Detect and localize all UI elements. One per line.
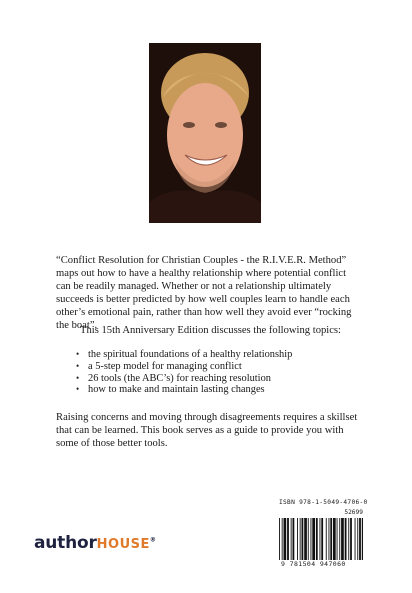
barcode-bar — [302, 518, 304, 560]
isbn-text: ISBN 978-1-5049-4706-0 — [279, 499, 368, 506]
list-item — [72, 373, 372, 385]
barcode-bar — [355, 518, 356, 560]
barcode-bar — [359, 518, 361, 560]
bullet-icon: • — [76, 384, 80, 395]
registered-mark: ® — [149, 536, 156, 544]
author-portrait-image — [149, 43, 261, 223]
list-item — [72, 349, 372, 361]
publisher-logo — [34, 533, 156, 553]
barcode-bars — [279, 518, 363, 560]
barcode-bar — [287, 518, 289, 560]
barcode-bar — [312, 518, 315, 560]
topic-text: how to make and maintain lasting changes — [88, 384, 265, 396]
barcode-bar — [326, 518, 327, 560]
barcode-bar — [337, 518, 338, 560]
topic-text: the spiritual foundations of a healthy relationship — [88, 349, 293, 360]
barcode-bar — [321, 518, 323, 560]
barcode-number: 9 781504 947060 — [281, 560, 346, 568]
list-item — [72, 384, 372, 396]
barcode-bar — [348, 518, 349, 560]
barcode-bar — [362, 518, 363, 560]
topic-text: a 5-step model for managing conflict — [88, 360, 242, 372]
barcode-bar — [297, 518, 298, 560]
barcode-bar — [350, 518, 352, 560]
bullet-icon: • — [76, 372, 80, 383]
barcode-bar — [357, 518, 358, 560]
barcode-bar — [320, 518, 321, 560]
barcode-bar — [316, 518, 318, 560]
barcode-bar — [311, 518, 312, 560]
price-code: 52699 — [344, 509, 363, 516]
publisher-name-part2: HOUSE — [96, 537, 150, 552]
description-paragraph-3: Raising concerns and moving through disagreements requires a skillset that can be learned. This book serves as a guide to provide you with some of those better tools. — [56, 412, 358, 449]
publisher-name-part1: author — [34, 533, 97, 553]
barcode-bar — [284, 518, 287, 560]
barcode-bar — [293, 518, 295, 560]
topic-text: 26 tools (the ABC’s) for reaching resolution — [88, 372, 271, 384]
bullet-icon: • — [76, 349, 80, 359]
barcode-bar — [333, 518, 336, 560]
description-paragraph-2: This 15th Anniversary Edition discusses the following topics: — [80, 325, 341, 336]
barcode-bar — [339, 518, 340, 560]
author-photo — [149, 43, 261, 223]
barcode-bar — [282, 518, 283, 560]
barcode-bar — [341, 518, 344, 560]
topics-list — [72, 349, 372, 396]
barcode-bar — [291, 518, 292, 560]
barcode-bar — [300, 518, 301, 560]
barcode-bar — [304, 518, 307, 560]
barcode-bar — [279, 518, 280, 560]
barcode-bar — [329, 518, 330, 560]
barcode-bar — [308, 518, 309, 560]
list-item — [72, 361, 372, 373]
description-paragraph-1: “Conflict Resolution for Christian Couples - the R.I.V.E.R. Method” maps out how to have a healthy relationship where potential conflict can be readily managed. Whether or not a relationship ultimately succeeds is better predicted by how well couples learn to handle each other’s emotional pain, rather than how well they avoid ever “rocking the boat”. — [56, 255, 352, 331]
barcode-bar — [330, 518, 332, 560]
bullet-icon: • — [76, 360, 80, 371]
barcode-bar — [345, 518, 347, 560]
barcode — [279, 499, 368, 568]
